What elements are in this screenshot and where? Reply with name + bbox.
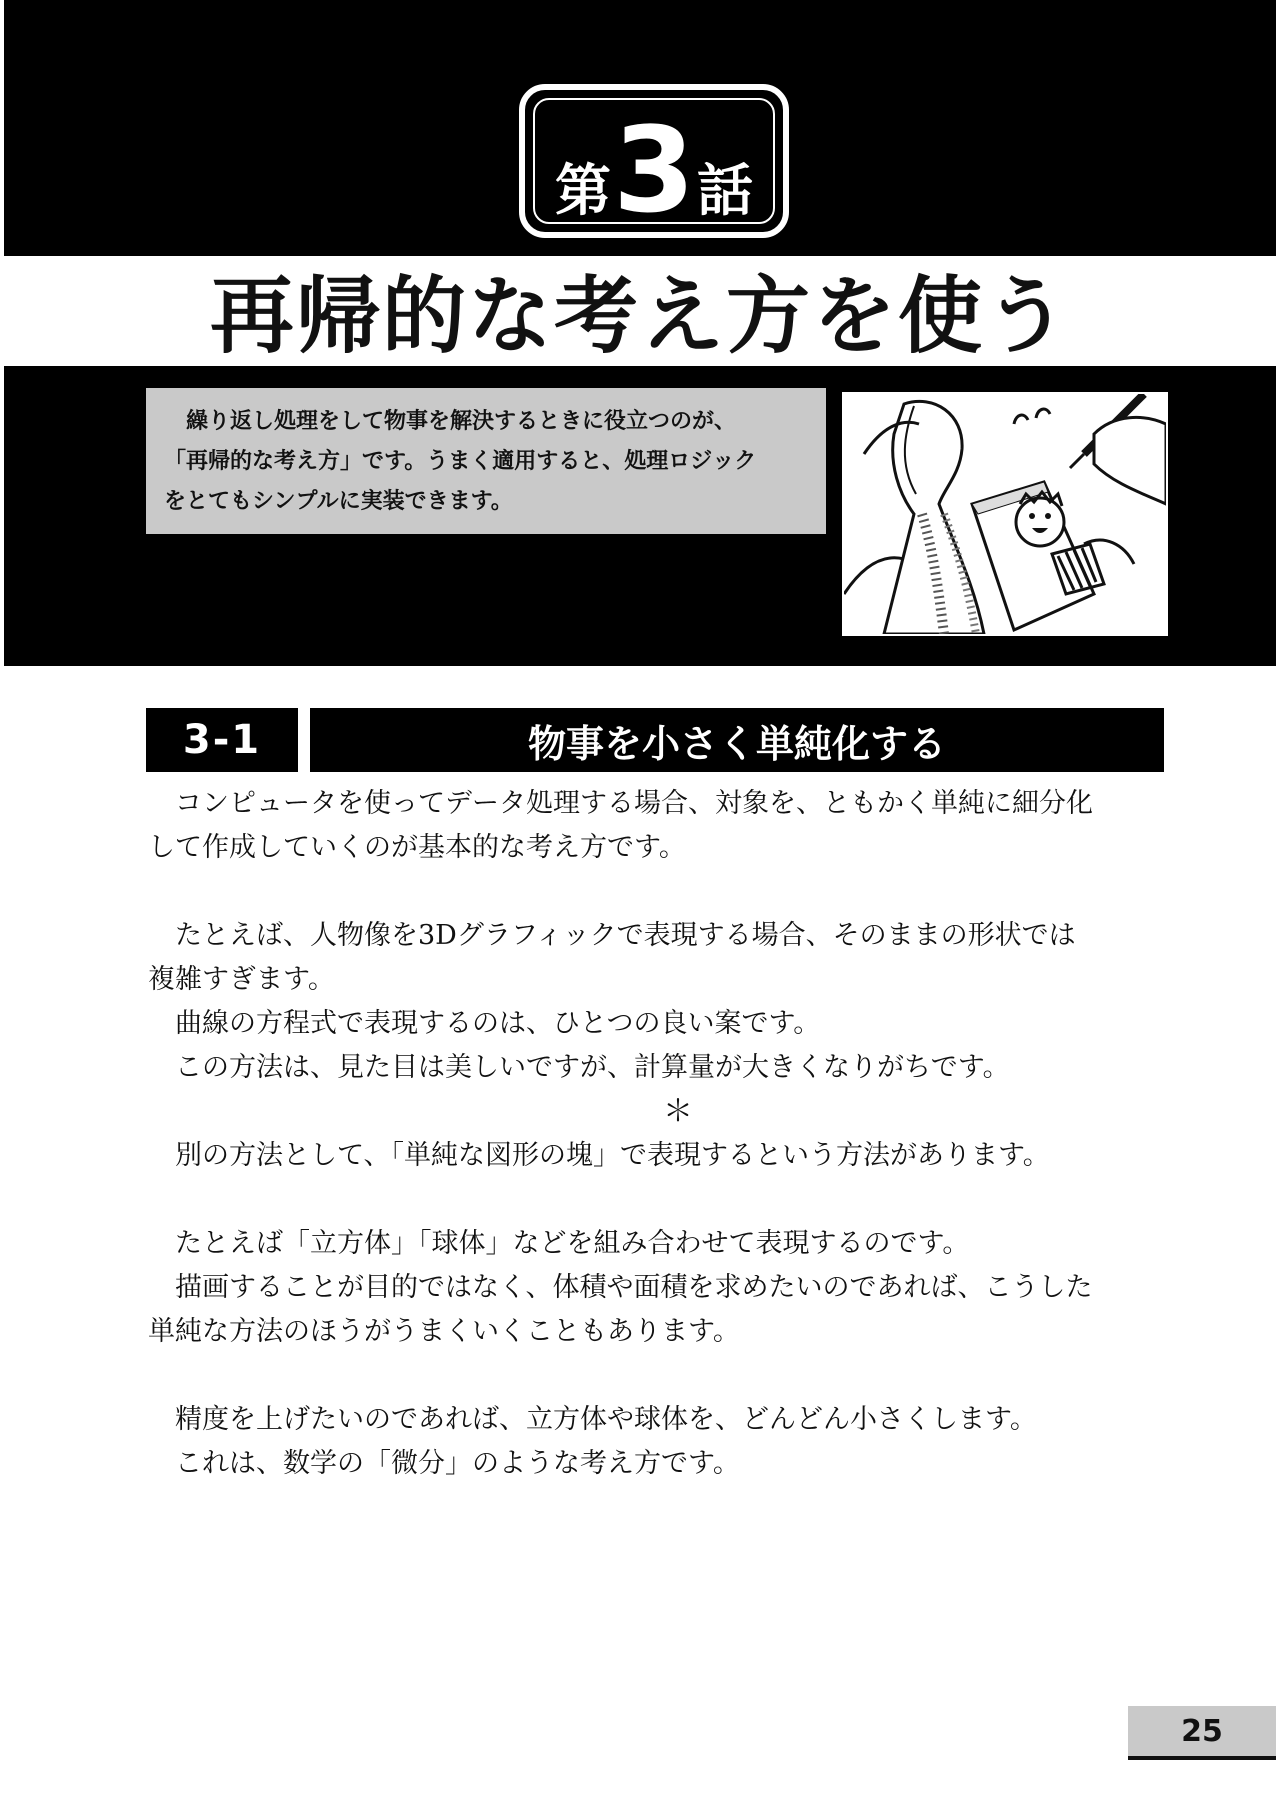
paragraph-line: 精度を上げたいのであれば、立方体や球体を、どんどん小さくします。 (175, 1404, 1037, 1435)
intro-line: 「再帰的な考え方」です。うまく適用すると、処理ロジック (164, 449, 757, 474)
paragraph-line: この方法は、見た目は美しいですが、計算量が大きくなりがちです。 (175, 1052, 1010, 1083)
intro-line: 繰り返し処理をして物事を解決するときに役立つのが、 (164, 409, 737, 434)
paragraph-line: 複雑すぎます。 (148, 964, 335, 995)
paragraph-line: これは、数学の「微分」のような考え方です。 (175, 1448, 740, 1479)
manga-illustration (842, 392, 1168, 636)
paragraph-gap (148, 1178, 1168, 1222)
paragraph-line: 単純な方法のほうがうまくいくこともあります。 (148, 1316, 740, 1347)
page-number: 25 (1128, 1706, 1276, 1760)
chapter-title: 再帰的な考え方を使う (209, 267, 1070, 365)
paragraph-line: 別の方法として、「単純な図形の塊」で表現するという方法があります。 (175, 1140, 1050, 1171)
chapter-badge-label (525, 90, 783, 239)
paragraph-line: して作成していくのが基本的な考え方です。 (148, 832, 686, 863)
chapter-suffix: 話 (697, 159, 754, 224)
illustration-drawing (844, 394, 1166, 634)
paragraph-line: コンピュータを使ってデータ処理する場合、対象を、ともかく単純に細分化 (175, 788, 1093, 819)
section-title: 物事を小さく単純化する (310, 708, 1164, 772)
paragraph-gap (148, 1354, 1168, 1398)
paragraph-line: たとえば、人物像を3Dグラフィックで表現する場合、そのままの形状では (175, 920, 1076, 951)
chapter-badge (519, 84, 789, 238)
intro-box (146, 388, 826, 534)
paragraph-gap (148, 870, 1168, 914)
body-text (148, 782, 1168, 1486)
section-break-asterisk: ＊ (663, 1094, 693, 1129)
section-heading (146, 708, 1164, 772)
intro-line: をとてもシンプルに実装できます。 (164, 489, 513, 514)
section-number: 3-1 (146, 708, 298, 772)
paragraph-line: たとえば「立方体」「球体」などを組み合わせて表現するのです。 (175, 1228, 970, 1259)
chapter-prefix: 第 (554, 159, 611, 224)
chapter-number: 3 (612, 101, 696, 239)
paragraph-line: 曲線の方程式で表現するのは、ひとつの良い案です。 (175, 1008, 821, 1039)
paragraph-line: 描画することが目的ではなく、体積や面積を求めたいのであれば、こうした (175, 1272, 1093, 1303)
